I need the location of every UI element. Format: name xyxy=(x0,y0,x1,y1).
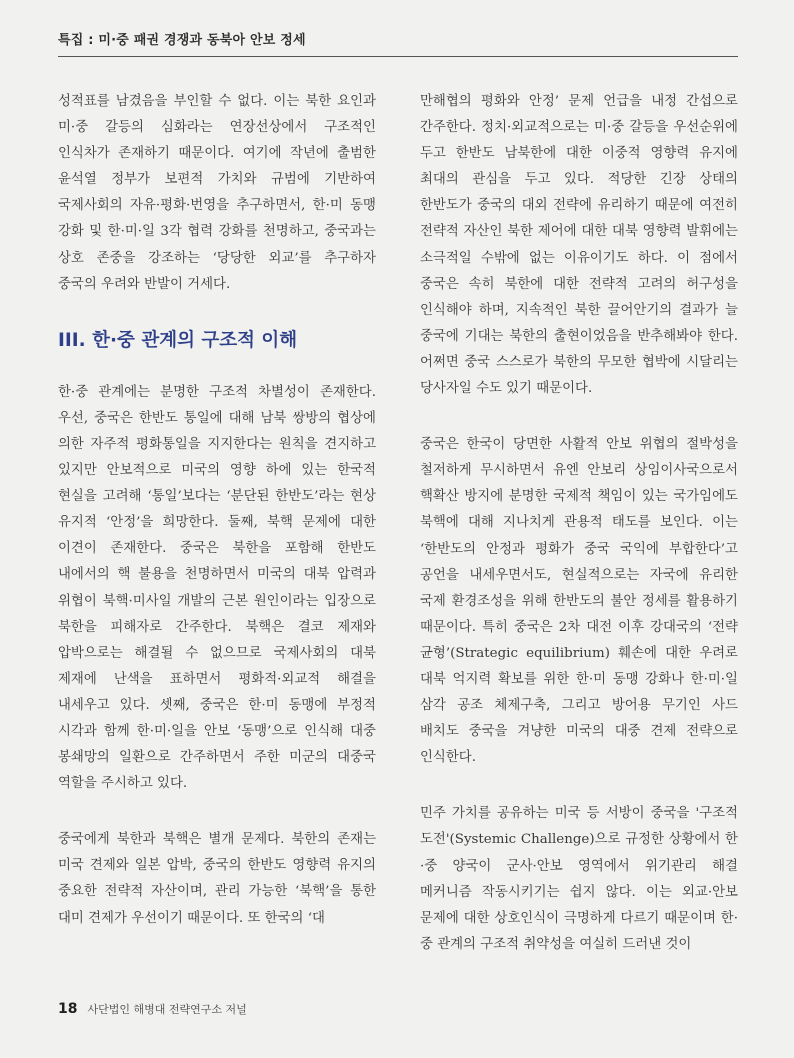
left-column xyxy=(58,89,376,962)
paragraph: 만해협의 평화와 안정’ 문제 언급을 내정 간섭으로 간주한다. 정치·외교적으로는 미·중 갈등을 우선순위에 두고 한반도 남북한에 대한 이중적 영향력 유지에 최대의 관심을 두고 있다. 적당한 긴장 상태의 한반도가 중국의 대외 전략에 유리하기 때문에 여전히 전략적 자산인 북한 제어에 대한 대북 영향력 발휘에는 소극적일 수밖에 없는 이유이기도 하다. 이 점에서 중국은 속히 북한에 대한 전략적 고려의 허구성을 인식해야 하며, 지속적인 북한 끌어안기의 결과가 늘 중국에 기대는 북한의 출현이었음을 반추해봐야 한다. 어쩌면 중국 스스로가 북한의 무모한 협박에 시달리는 당사자일 수도 있기 때문이다. xyxy=(420,94,738,397)
page-footer xyxy=(58,1001,247,1017)
right-column xyxy=(420,89,738,988)
running-header: 특집 : 미·중 패권 경쟁과 동북아 안보 정세 xyxy=(58,33,306,48)
paragraph: 중국은 한국이 당면한 사활적 안보 위협의 절박성을 철저하게 무시하면서 유엔 안보리 상임이사국으로서 핵확산 방지에 분명한 국제적 책임이 있는 국가임에도 북핵에 대해 지나치게 관용적 태도를 보인다. 이는 ‘한반도의 안정과 평화가 중국 국익에 부합한다’고 공언을 내세우면서도, 현실적으로는 자국에 유리한 국제 환경조성을 위해 한반도의 불안 정세를 활용하기 때문이다. 특히 중국은 2차 대전 이후 강대국의 ‘전략 균형’(Strategic equilibrium) 훼손에 대한 우려로 대북 억지력 확보를 위한 한·미 동맹 강화나 한·미·일 삼각 공조 체제구축, 그리고 방어용 무기인 사드 배치도 중국을 겨냥한 미국의 대중 견제 전략으로 인식한다. xyxy=(420,437,738,766)
paragraph: 중국에게 북한과 북핵은 별개 문제다. 북한의 존재는 미국 견제와 일본 압박, 중국의 한반도 영향력 유지의 중요한 전략적 자산이며, 관리 가능한 ‘북핵’을 통한 대미 견제가 우선이기 때문이다. 또 한국의 ‘대 xyxy=(58,832,376,926)
paragraph: 민주 가치를 공유하는 미국 등 서방이 중국을 '구조적 도전'(Systemic Challenge)으로 규정한 상황에서 한·중 양국이 군사·안보 영역에서 위기관리 해결 메커니즘 작동시키기는 쉽지 않다. 이는 외교·안보 문제에 대한 상호인식이 극명하게 다르기 때문이며 한·중 관계의 구조적 취약성을 여실히 드러낸 것이 xyxy=(420,806,738,952)
page-number: 18 xyxy=(58,1001,78,1017)
publisher-name: 사단법인 해병대 전략연구소 저널 xyxy=(87,1003,247,1016)
paragraph: 성적표를 남겼음을 부인할 수 없다. 이는 북한 요인과 미·중 갈등의 심화라는 연장선상에서 구조적인 인식차가 존재하기 때문이다. 여기에 작년에 출범한 윤석열 정부가 보편적 가치와 규범에 기반하여 국제사회의 자유·평화·번영을 추구하면서, 한·미 동맹 강화 및 한·미·일 3각 협력 강화를 천명하고, 중국과는 상호 존중을 강조하는 ‘당당한 외교’를 추구하자 중국의 우려와 반발이 거세다. xyxy=(58,94,376,292)
paragraph: 한·중 관계에는 분명한 구조적 차별성이 존재한다. 우선, 중국은 한반도 통일에 대해 남북 쌍방의 협상에 의한 자주적 평화통일을 지지한다는 원칙을 견지하고 있지만 안보적으로 미국의 영향 하에 있는 한국적 현실을 고려해 ‘통일’보다는 ‘분단된 한반도’라는 현상 유지적 ‘안정’을 희망한다. 둘째, 북핵 문제에 대한 이견이 존재한다. 중국은 북한을 포함해 한반도 내에서의 핵 불용을 천명하면서 미국의 대북 압력과 위협이 북핵·미사일 개발의 근본 원인이라는 입장으로 북한을 피해자로 간주한다. 북핵은 결코 제재와 압박으로는 해결될 수 없으므로 국제사회의 대북 제재에 난색을 표하면서 평화적·외교적 해결을 내세우고 있다. 셋째, 중국은 한·미 동맹에 부정적 시각과 함께 한·미·일을 안보 ‘동맹’으로 인식해 대중 봉쇄망의 일환으로 간주하면서 주한 미군의 대중국 역할을 주시하고 있다. xyxy=(58,384,376,792)
header-divider xyxy=(58,56,738,57)
section-title: III. 한·중 관계의 구조적 이해 xyxy=(58,329,298,351)
